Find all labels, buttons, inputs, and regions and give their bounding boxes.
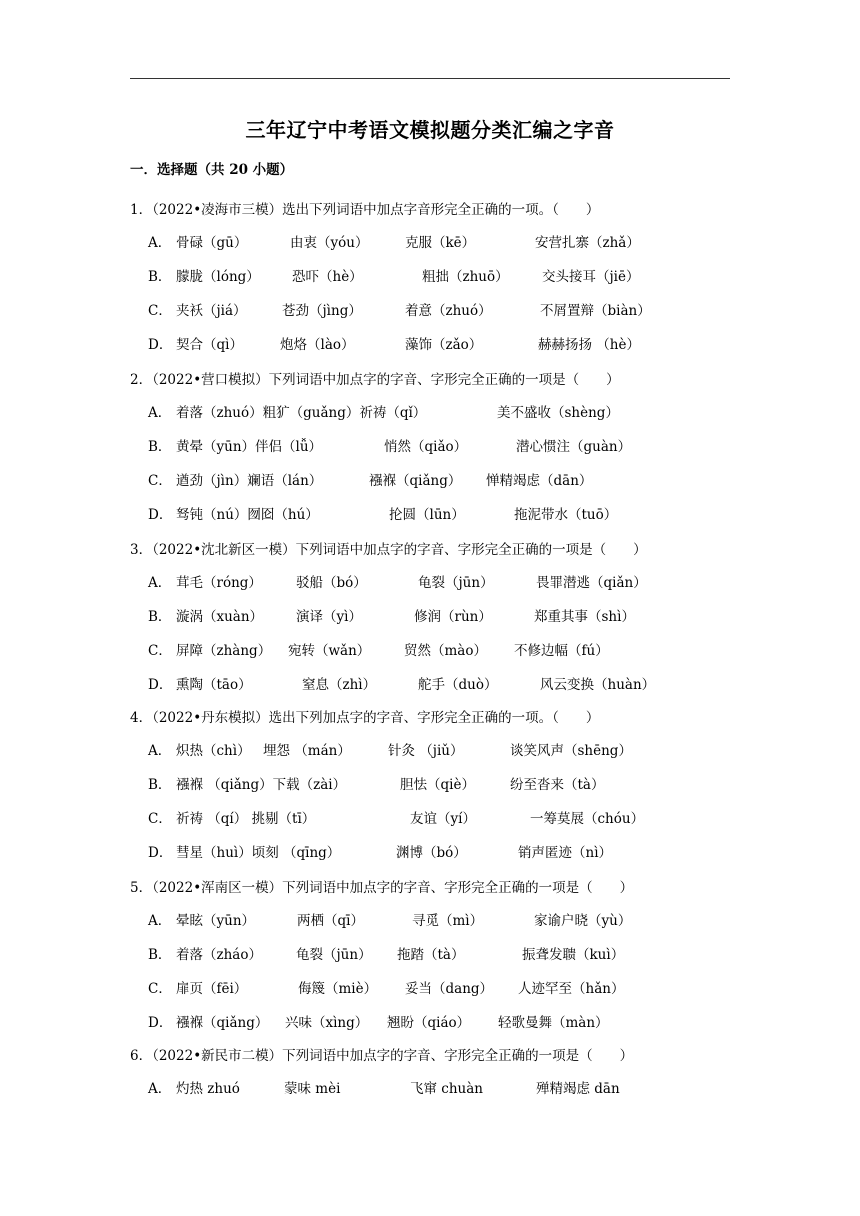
- option-item: 安营扎寨（zhǎ）: [535, 235, 640, 251]
- option-item: 着落（zhuó）粗犷（guǎng）祈祷（qǐ）: [176, 405, 427, 421]
- option-label: D．: [148, 845, 173, 861]
- option-item: 风云变换（huàn）: [540, 677, 656, 693]
- option-label: D．: [148, 677, 173, 693]
- option-item: 振聋发聩（kuì）: [522, 947, 625, 963]
- option-item: 美不盛收（shèng）: [497, 405, 619, 421]
- option-item: 抡圆（lūn）: [389, 507, 465, 523]
- option-item: 襁褓（qiǎng）: [369, 473, 462, 489]
- section-heading: 一．选择题（共 20 小题）: [130, 162, 294, 178]
- option-label: D．: [148, 1015, 173, 1031]
- option-item: 黄晕（yūn）伴侣（lǚ）: [176, 439, 323, 455]
- option-item: 修润（rùn）: [414, 609, 492, 625]
- option-item: 窒息（zhì）: [302, 677, 377, 693]
- option-item: 交头接耳（jiē）: [542, 269, 640, 285]
- option-item: 飞窜 chuàn: [410, 1081, 483, 1097]
- option-label: A．: [148, 743, 172, 759]
- question-stem: 5．（2022•浑南区一模）下列词语中加点字的字音、字形完全正确的一项是（ ）: [130, 880, 634, 896]
- option-item: 翘盼（qiáo）: [387, 1015, 471, 1031]
- option-item: 蒙味 mèi: [284, 1081, 341, 1097]
- option-item: 不屑置辩（biàn）: [540, 303, 651, 319]
- option-item: 悄然（qiǎo）: [384, 439, 468, 455]
- option-item: 炮烙（lào）: [280, 337, 355, 353]
- option-item: 纷至沓来（tà）: [510, 777, 605, 793]
- option-item: 埋怨 （mán）: [263, 743, 351, 759]
- option-item: 演译（yì）: [296, 609, 362, 625]
- option-item: 两栖（qī）: [297, 913, 364, 929]
- option-label: C．: [148, 811, 172, 827]
- option-item: 灼热 zhuó: [176, 1081, 240, 1097]
- option-item: 扉页（fēi）: [176, 981, 248, 997]
- option-item: 藻饰（zǎo）: [405, 337, 483, 353]
- option-item: 家谕户晓（yù）: [534, 913, 632, 929]
- option-item: 赫赫扬扬 （hè）: [538, 337, 640, 353]
- option-label: D．: [148, 337, 173, 353]
- option-item: 轻歌曼舞（màn）: [498, 1015, 609, 1031]
- option-label: A．: [148, 1081, 172, 1097]
- option-label: B．: [148, 269, 172, 285]
- option-item: 人迹罕至（hǎn）: [518, 981, 625, 997]
- option-label: C．: [148, 473, 172, 489]
- option-item: 茸毛（róng）: [176, 575, 262, 591]
- option-label: B．: [148, 609, 172, 625]
- option-item: 着意（zhuó）: [405, 303, 492, 319]
- header-rule: [130, 78, 730, 79]
- option-item: 畏罪潜逃（qiǎn）: [536, 575, 647, 591]
- option-item: 苍劲（jìng）: [282, 303, 362, 319]
- option-item: 着落（zháo）: [176, 947, 262, 963]
- option-item: 漩涡（xuàn）: [176, 609, 264, 625]
- option-label: A．: [148, 235, 172, 251]
- option-item: 殚精竭虑 dān: [536, 1081, 620, 1097]
- option-item: 一筹莫展（chóu）: [530, 811, 645, 827]
- option-label: B．: [148, 947, 172, 963]
- question-stem: 1．（2022•凌海市三模）选出下列词语中加点字音形完全正确的一项。（ ）: [130, 202, 600, 218]
- option-item: 不修边幅（fú）: [514, 643, 609, 659]
- option-item: 胆怯（qiè）: [400, 777, 475, 793]
- option-item: 恐吓（hè）: [292, 269, 363, 285]
- option-item: 妥当（dang）: [405, 981, 494, 997]
- question-stem: 4．（2022•丹东模拟）选出下列加点字的字音、字形完全正确的一项。（ ）: [130, 710, 600, 726]
- option-item: 舵手（duò）: [418, 677, 498, 693]
- option-item: 契合（qì）: [176, 337, 243, 353]
- option-item: 兴味（xìng）: [285, 1015, 369, 1031]
- option-item: 潜心惯注（guàn）: [516, 439, 632, 455]
- option-item: 惮精竭虑（dān）: [486, 473, 593, 489]
- option-label: B．: [148, 439, 172, 455]
- option-label: D．: [148, 507, 173, 523]
- option-item: 宛转（wǎn）: [288, 643, 371, 659]
- option-item: 屏障（zhàng）: [176, 643, 272, 659]
- option-label: A．: [148, 913, 172, 929]
- option-item: 遒劲（jìn）斓语（lán）: [176, 473, 323, 489]
- option-item: 驽钝（nú）囫囵（hú）: [176, 507, 319, 523]
- option-item: 粗拙（zhuō）: [422, 269, 509, 285]
- option-item: 襁褓 （qiǎng）下载（zài）: [176, 777, 347, 793]
- option-label: C．: [148, 981, 172, 997]
- option-label: B．: [148, 777, 172, 793]
- option-item: 驳船（bó）: [296, 575, 367, 591]
- question-stem: 3．（2022•沈北新区一模）下列词语中加点字的字音、字形完全正确的一项是（ ）: [130, 542, 647, 558]
- option-item: 寻觅（mì）: [412, 913, 484, 929]
- option-item: 销声匿迹（nì）: [518, 845, 613, 861]
- option-item: 拖踏（tà）: [397, 947, 465, 963]
- option-item: 克服（kē）: [405, 235, 476, 251]
- option-item: 彗星（huì）顷刻 （qīng）: [176, 845, 341, 861]
- option-label: A．: [148, 575, 172, 591]
- option-item: 晕眩（yūn）: [176, 913, 256, 929]
- option-item: 针灸 （jiǔ）: [388, 743, 464, 759]
- option-item: 谈笑风声（shēng）: [510, 743, 632, 759]
- option-item: 由衷（yóu）: [290, 235, 369, 251]
- page-title: 三年辽宁中考语文模拟题分类汇编之字音: [245, 118, 615, 142]
- question-stem: 6．（2022•新民市二模）下列词语中加点字的字音、字形完全正确的一项是（ ）: [130, 1048, 634, 1064]
- option-item: 渊博（bó）: [396, 845, 467, 861]
- option-label: A．: [148, 405, 172, 421]
- option-item: 襁褓（qiǎng）: [176, 1015, 269, 1031]
- option-item: 友谊（yí）: [410, 811, 476, 827]
- option-label: C．: [148, 303, 172, 319]
- option-item: 龟裂（jūn）: [296, 947, 372, 963]
- option-item: 郑重其事（shì）: [534, 609, 635, 625]
- option-item: 炽热（chì）: [176, 743, 251, 759]
- option-item: 拖泥带水（tuō）: [514, 507, 618, 523]
- option-item: 夹袄（jiá）: [176, 303, 247, 319]
- option-item: 祈祷 （qí） 挑剔（tī）: [176, 811, 316, 827]
- option-item: 侮篾（miè）: [298, 981, 378, 997]
- option-item: 熏陶（tāo）: [176, 677, 252, 693]
- option-item: 贸然（mào）: [404, 643, 487, 659]
- option-item: 龟裂（jūn）: [418, 575, 494, 591]
- question-stem: 2．（2022•营口模拟）下列词语中加点字的字音、字形完全正确的一项是（ ）: [130, 372, 620, 388]
- option-item: 骨碌（gū）: [176, 235, 248, 251]
- option-item: 朦胧（lóng）: [176, 269, 260, 285]
- option-label: C．: [148, 643, 172, 659]
